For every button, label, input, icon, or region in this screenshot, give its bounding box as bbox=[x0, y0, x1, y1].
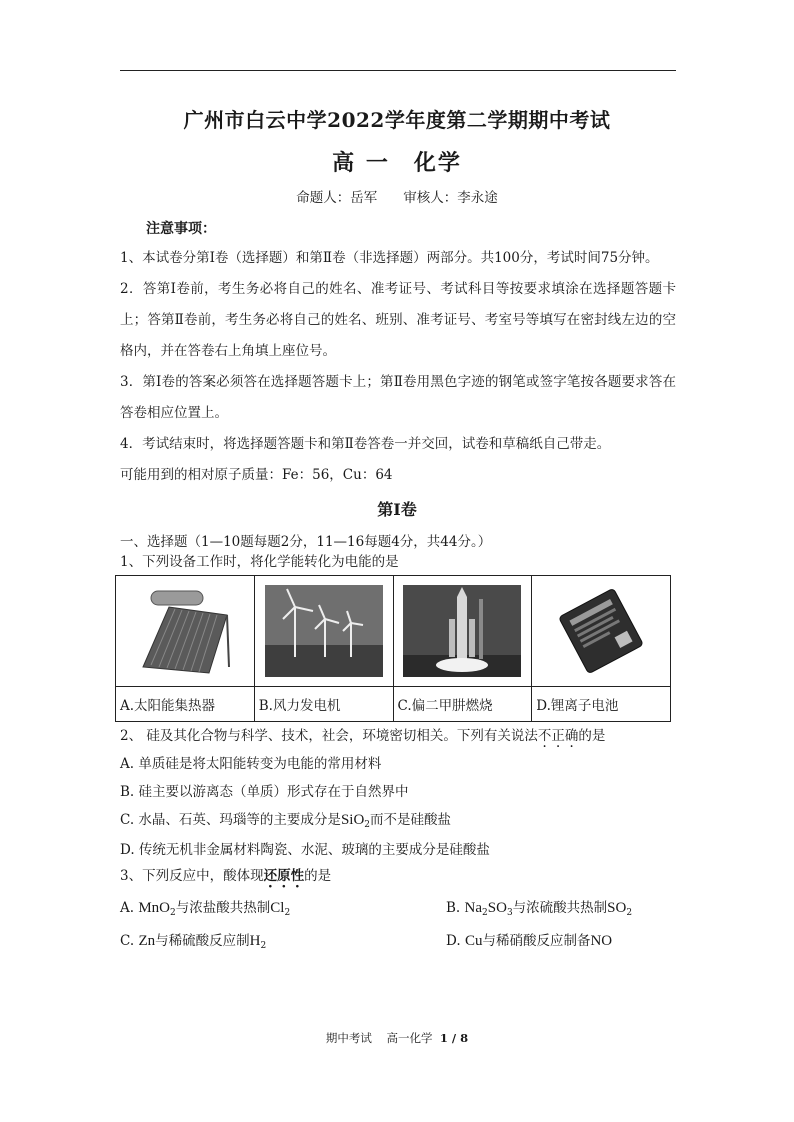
q1-option-c: C.偏二甲肼燃烧 bbox=[393, 687, 532, 722]
note-item-4: 4．考试结束时，将选择题答题卡和第Ⅱ卷答卷一并交回，试卷和草稿纸自己带走。 bbox=[120, 436, 611, 452]
setter-name: 岳军 bbox=[350, 190, 378, 206]
option-label: D. bbox=[446, 933, 461, 949]
q2-option-c bbox=[120, 808, 451, 829]
emphasis-dot-char: 确 bbox=[564, 728, 579, 744]
option-text: 与浓盐酸共热制 bbox=[175, 900, 271, 916]
subscript: 2 bbox=[482, 908, 488, 918]
page-number: 1 / 8 bbox=[439, 1031, 469, 1045]
authors-line bbox=[0, 186, 794, 206]
formula: Cl bbox=[270, 900, 285, 916]
q1-option-d: D.锂离子电池 bbox=[532, 687, 671, 722]
option-text: 与稀硫酸反应制 bbox=[155, 933, 250, 949]
option-label: B. bbox=[446, 900, 461, 916]
q2-option-d: D. 传统无机非金属材料陶瓷、水泥、玻璃的主要成分是硅酸盐 bbox=[120, 842, 490, 858]
subscript: 2 bbox=[170, 908, 176, 918]
q1-image-b bbox=[254, 576, 393, 687]
q3-option-c bbox=[120, 929, 266, 950]
atomic-mass-line: 可能用到的相对原子质量：Fe：56，Cu：64 bbox=[120, 467, 393, 483]
reviewer-label: 审核人： bbox=[403, 190, 458, 206]
q2-option-a: A. 单质硅是将太阳能转变为电能的常用材料 bbox=[120, 756, 382, 772]
q2-stem bbox=[120, 724, 605, 744]
reviewer-name: 李永途 bbox=[457, 190, 498, 206]
rocket-launch-icon bbox=[403, 585, 521, 677]
footer-exam: 期中考试 bbox=[325, 1031, 372, 1045]
q3-stem bbox=[120, 864, 331, 884]
q2-option-c-end: 而不是硅酸盐 bbox=[370, 812, 452, 828]
q3-option-b bbox=[446, 896, 632, 917]
emphasis-dot-char: 还 bbox=[263, 868, 278, 884]
q1-image-a bbox=[116, 576, 255, 687]
note-item-2: 2．答第Ⅰ卷前，考生务必将自己的姓名、准考证号、考试科目等按要求填涂在选择题答题卡上；答第Ⅱ卷前，考生务必将自己的姓名、班别、准考证号、考室号等填写在密封线左边的空格内，并在答卷右上角填上座位号。 bbox=[120, 281, 676, 359]
formula: Cu bbox=[464, 933, 483, 949]
q3-stem-end: 的是 bbox=[304, 868, 332, 884]
emphasis-dot-char: 性 bbox=[290, 868, 305, 884]
emphasis-dot-char: 不 bbox=[537, 728, 552, 744]
note-item-1: 1、本试卷分第Ⅰ卷（选择题）和第Ⅱ卷（非选择题）两部分。共100分，考试时间75分钟。 bbox=[120, 250, 659, 266]
option-text: 与稀硝酸反应制备 bbox=[482, 933, 591, 949]
solar-heater-icon bbox=[129, 585, 241, 677]
subscript: 2 bbox=[364, 820, 371, 830]
footer-course: 高一化学 bbox=[386, 1031, 433, 1045]
q1-image-c bbox=[393, 576, 532, 687]
formula: Zn bbox=[138, 933, 156, 949]
note-item-3: 3．第Ⅰ卷的答案必须答在选择题答题卡上；第Ⅱ卷用黑色字迹的钢笔或签字笔按各题要求答在答卷相应位置上。 bbox=[120, 374, 676, 421]
wind-turbine-icon bbox=[265, 585, 383, 677]
formula: SO bbox=[607, 900, 627, 916]
subscript: 2 bbox=[626, 908, 633, 918]
formula: MnO bbox=[138, 900, 171, 916]
subscript: 2 bbox=[260, 941, 267, 951]
notes-title: 注意事项： bbox=[146, 221, 216, 237]
exam-subject bbox=[0, 146, 794, 177]
exam-title: 广州市白云中学2022学年度第二学期期中考试 bbox=[183, 108, 611, 132]
formula: H bbox=[249, 933, 261, 949]
q1-stem: 1、下列设备工作时，将化学能转化为电能的是 bbox=[120, 554, 399, 570]
formula: NO bbox=[590, 933, 613, 949]
option-text: 与浓硫酸共热制 bbox=[512, 900, 608, 916]
lithium-battery-icon bbox=[542, 585, 660, 677]
q3-stem-text: 3、下列反应中，酸体现 bbox=[120, 868, 264, 884]
q2-stem-text: 2、 硅及其化合物与科学、技术，社会，环境密切相关。下列有关说法 bbox=[120, 728, 538, 744]
header-rule bbox=[120, 70, 676, 71]
emphasis-dot-char: 原 bbox=[277, 868, 291, 884]
q2-option-c-text: C. 水晶、石英、玛瑙等的主要成分是 bbox=[120, 812, 341, 828]
q1-option-b: B.风力发电机 bbox=[254, 687, 393, 722]
formula: SiO bbox=[340, 812, 365, 828]
formula: Na bbox=[464, 900, 483, 916]
q3-option-a bbox=[120, 896, 290, 917]
option-label: C. bbox=[120, 933, 135, 949]
grade-label: 高 一 bbox=[332, 150, 390, 176]
q3-option-d bbox=[446, 929, 612, 950]
q2-option-b: B. 硅主要以游离态（单质）形式存在于自然界中 bbox=[120, 784, 409, 800]
formula: SO bbox=[487, 900, 507, 916]
q1-device-table bbox=[115, 575, 671, 722]
page-footer bbox=[0, 1030, 794, 1046]
section-title: 第Ⅰ卷 bbox=[377, 500, 417, 519]
subject-label: 化学 bbox=[413, 150, 462, 176]
q2-stem-end: 的是 bbox=[578, 728, 606, 744]
setter-label: 命题人： bbox=[296, 190, 351, 206]
subscript: 2 bbox=[284, 908, 291, 918]
q1-image-d bbox=[532, 576, 671, 687]
emphasis-dot-char: 正 bbox=[551, 728, 565, 744]
q1-option-a: A.太阳能集热器 bbox=[116, 687, 255, 722]
subscript: 3 bbox=[506, 908, 513, 918]
section-instruction: 一、选择题（1—10题每题2分，11—16每题4分，共44分。） bbox=[120, 534, 492, 550]
option-label: A. bbox=[120, 900, 135, 916]
